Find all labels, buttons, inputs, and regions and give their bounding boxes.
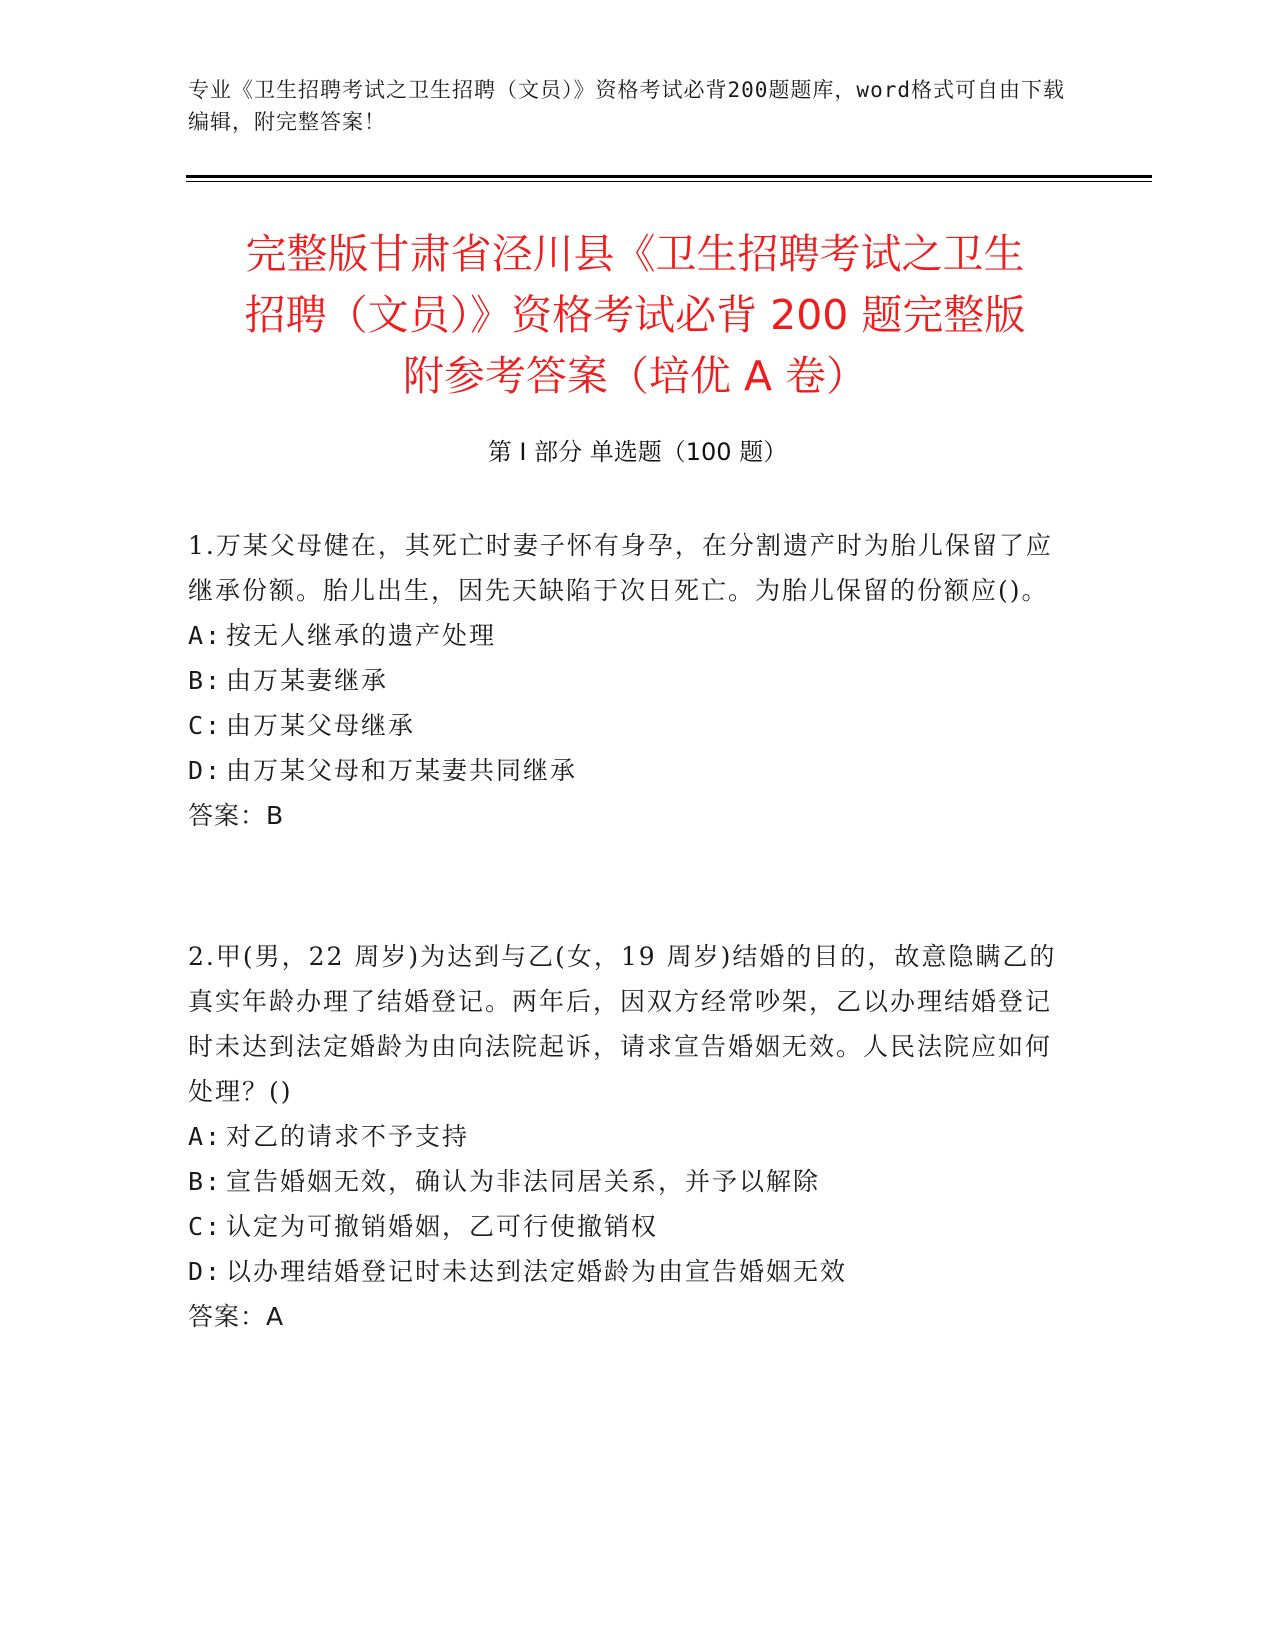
option-key: D: (188, 1257, 223, 1286)
option-key: D: (188, 756, 223, 785)
option-text: 由万某父母和万某妻共同继承 (226, 756, 578, 785)
header-divider-thin (186, 181, 1152, 182)
question-2-option-d (188, 1249, 1078, 1294)
option-text: 宣告婚姻无效，确认为非法同居关系，并予以解除 (226, 1167, 821, 1196)
question-2-stem: 2.甲(男，22 周岁)为达到与乙(女，19 周岁)结婚的目的，故意隐瞒乙的真实年龄办理了结婚登记。两年后，因双方经常吵架，乙以办理结婚登记时未达到法定婚龄为由向法院起诉，请求宣告婚姻无效。人民法院应如何处理？() (188, 942, 1057, 1106)
option-key: B: (188, 1167, 223, 1196)
header-divider-thick (186, 175, 1152, 178)
question-1-stem: 1.万某父母健在，其死亡时妻子怀有身孕，在分割遗产时为胎儿保留了应继承份额。胎儿出生，因先天缺陷于次日死亡。为胎儿保留的份额应()。 (188, 531, 1053, 605)
option-text: 认定为可撤销婚姻，乙可行使撤销权 (226, 1212, 659, 1241)
document-title-line-3: 附参考答案（培优 A 卷） (402, 352, 868, 400)
document-title-line-2: 招聘（文员）》资格考试必背 200 题完整版 (244, 291, 1026, 339)
question-1 (188, 523, 1078, 838)
question-2-option-a (188, 1114, 1078, 1159)
option-key: A: (188, 1122, 223, 1151)
option-text: 以办理结婚登记时未达到法定婚龄为由宣告婚姻无效 (226, 1257, 848, 1286)
question-1-option-d (188, 748, 1078, 793)
section-title: 第 I 部分 单选题（100 题） (487, 438, 788, 466)
question-2-answer: 答案：A (188, 1302, 285, 1331)
header-note: 专业《卫生招聘考试之卫生招聘（文员）》资格考试必背200题题库，word格式可自由下载编辑，附完整答案！ (188, 78, 1065, 134)
question-1-answer: 答案：B (188, 801, 285, 830)
document-title-line-1: 完整版甘肃省泾川县《卫生招聘考试之卫生 (245, 230, 1025, 278)
question-2 (188, 934, 1078, 1339)
question-1-option-a (188, 613, 1078, 658)
question-2-option-b (188, 1159, 1078, 1204)
question-1-option-b (188, 658, 1078, 703)
option-key: B: (188, 666, 223, 695)
option-key: A: (188, 621, 223, 650)
document-title (150, 224, 1120, 407)
option-text: 由万某父母继承 (226, 711, 416, 740)
question-1-option-c (188, 703, 1078, 748)
option-text: 按无人继承的遗产处理 (226, 621, 497, 650)
option-key: C: (188, 711, 223, 740)
option-text: 对乙的请求不予支持 (226, 1122, 470, 1151)
option-text: 由万某妻继承 (226, 666, 389, 695)
option-key: C: (188, 1212, 223, 1241)
question-2-option-c (188, 1204, 1078, 1249)
